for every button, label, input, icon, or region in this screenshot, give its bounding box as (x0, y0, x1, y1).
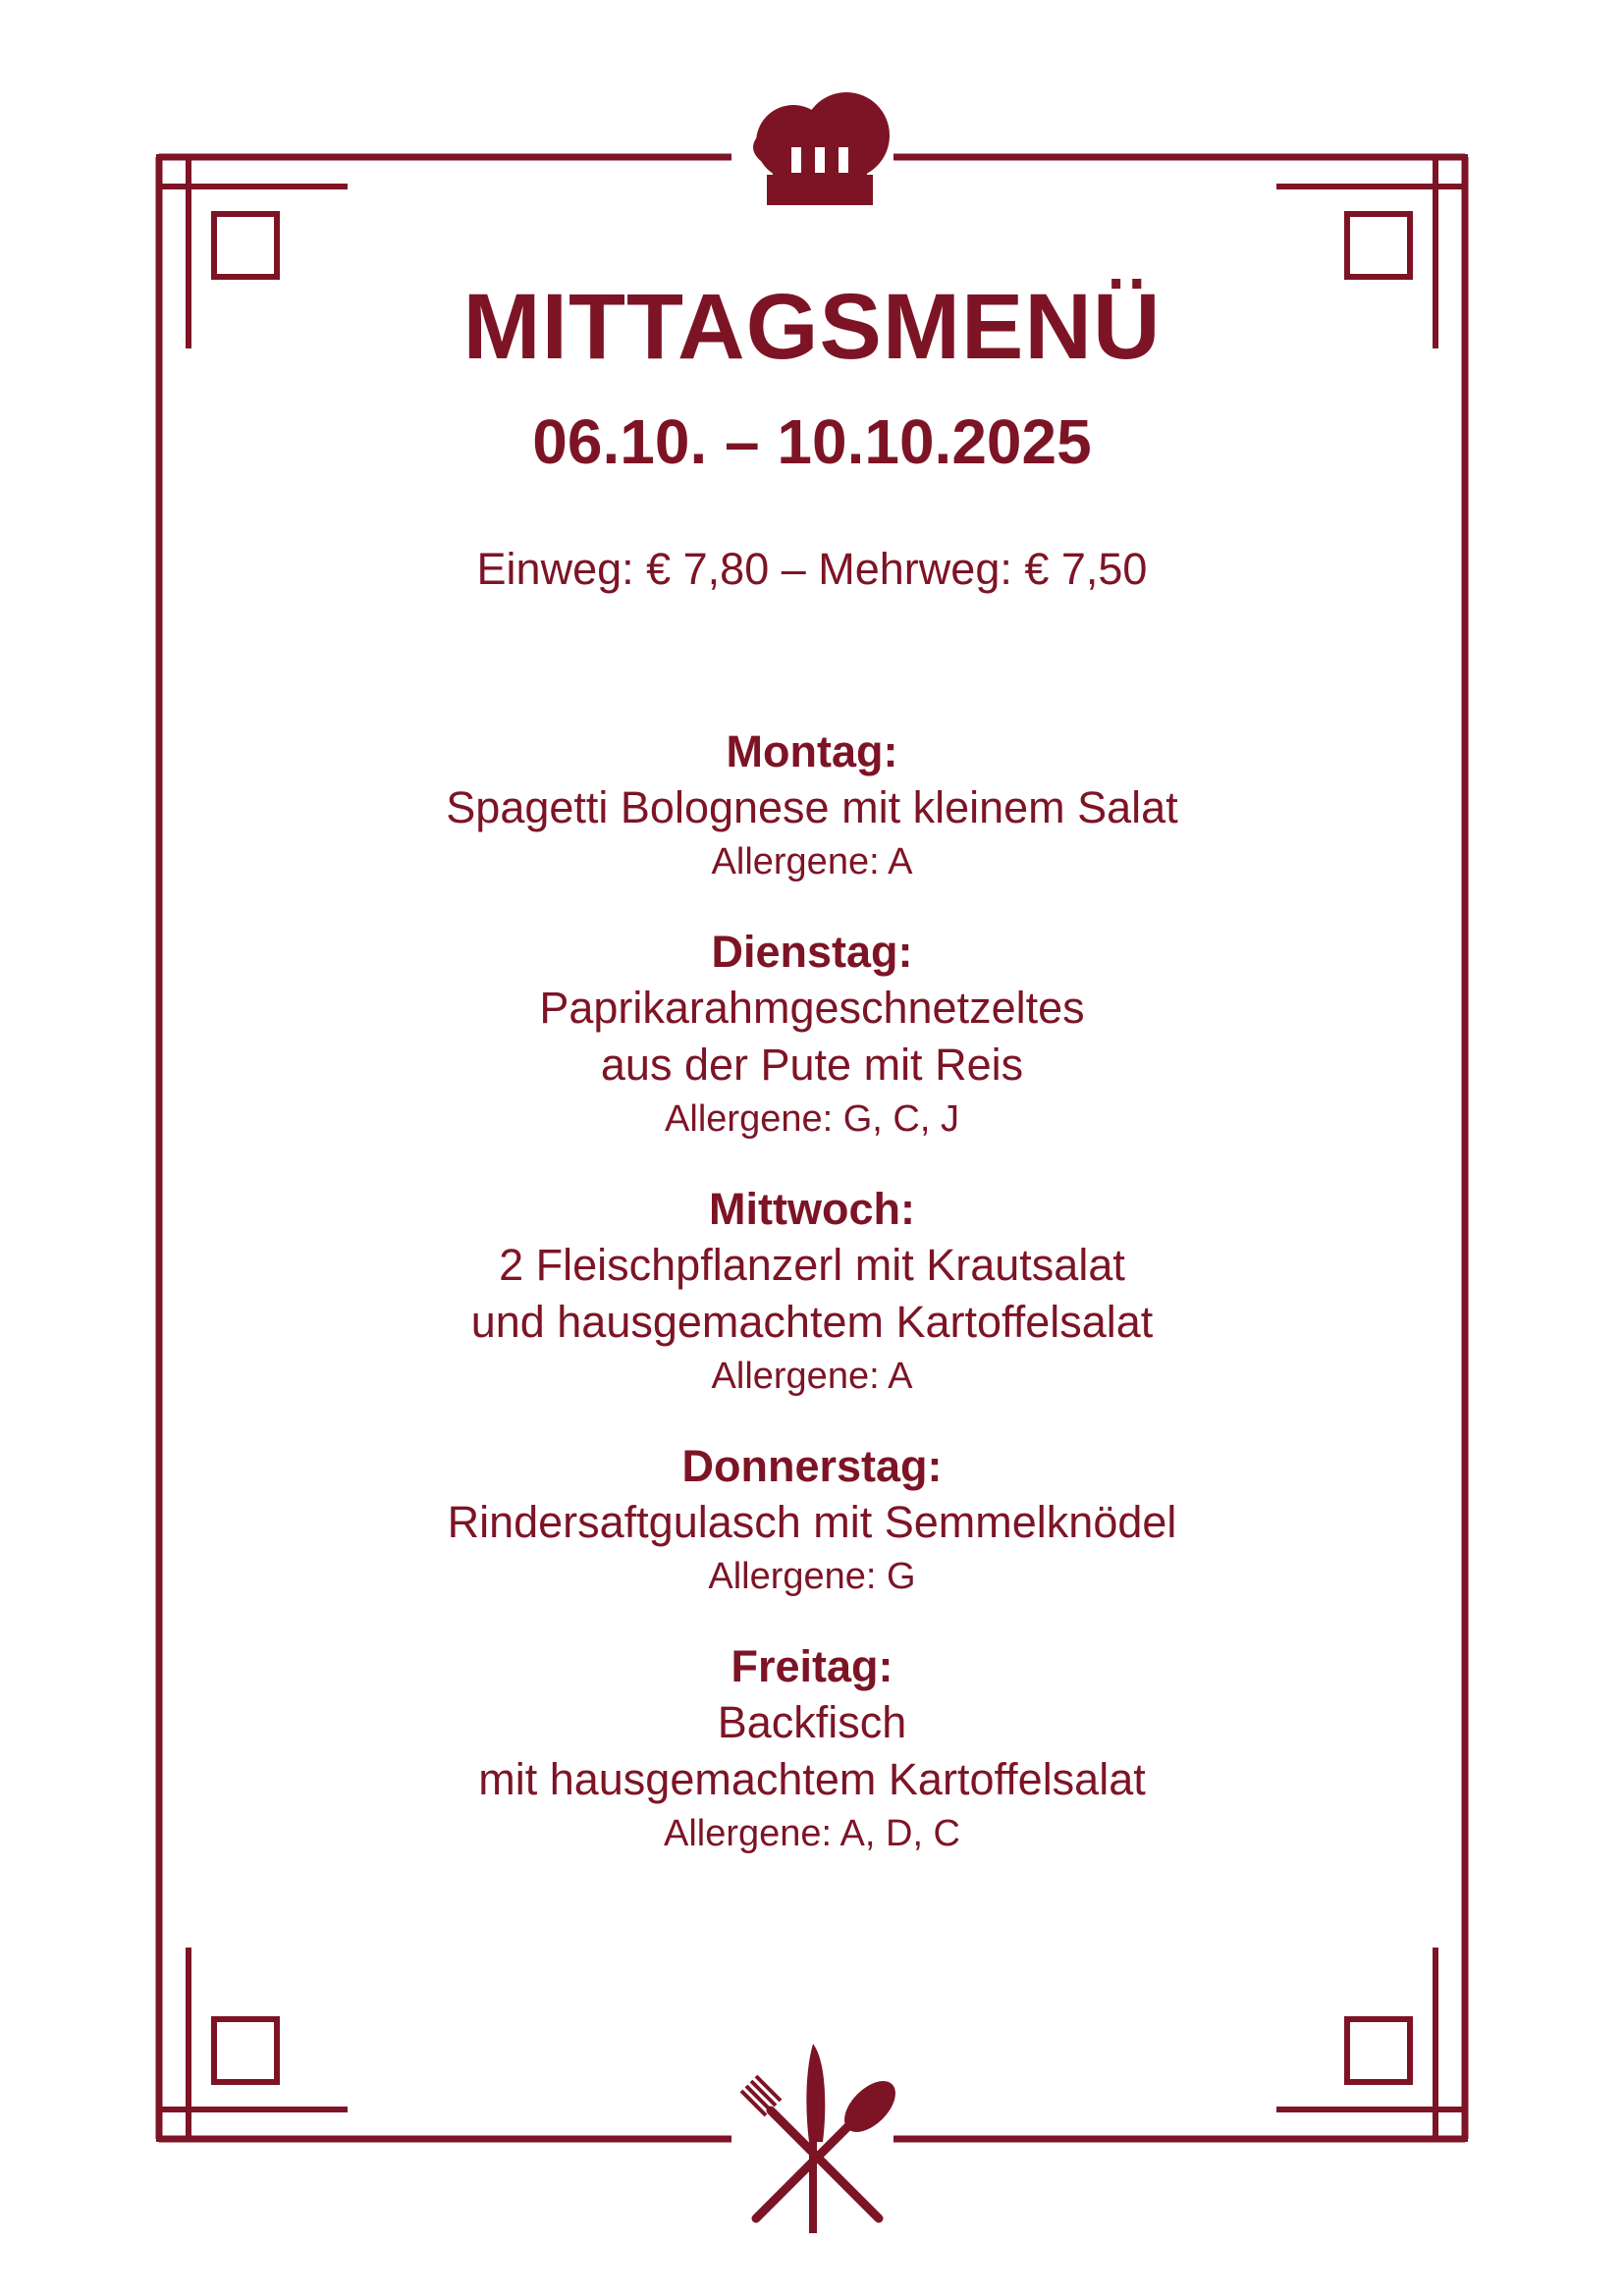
day-thursday (0, 1439, 1624, 1602)
dish-line: Backfisch (717, 1697, 907, 1747)
day-friday (0, 1639, 1624, 1859)
corner-ornament-bottom-left (159, 1948, 348, 2139)
dish-line: 2 Fleischpflanzerl mit Krautsalat (499, 1240, 1125, 1290)
allergens: Allergene: A, D, C (663, 1813, 961, 1854)
corner-ornament-bottom-right (1276, 1948, 1465, 2139)
chef-hat-icon (753, 92, 890, 205)
day-name: Montag: (726, 726, 898, 776)
dish-line: Rindersaftgulasch mit Semmelknödel (447, 1497, 1177, 1547)
dish-line: mit hausgemachtem Kartoffelsalat (478, 1754, 1146, 1804)
allergens: Allergene: A (711, 1356, 913, 1397)
page-title: MITTAGSMENÜ (462, 275, 1162, 379)
dish-line: aus der Pute mit Reis (600, 1040, 1024, 1090)
day-name: Donnerstag: (681, 1441, 943, 1491)
dish-line: Spagetti Bolognese mit kleinem Salat (446, 782, 1178, 832)
day-list (0, 724, 1624, 1896)
day-wednesday (0, 1182, 1624, 1402)
dish-line: Paprikarahmgeschnetzeltes (539, 983, 1085, 1033)
allergens: Allergene: G (708, 1556, 916, 1597)
day-monday (0, 724, 1624, 887)
day-tuesday (0, 925, 1624, 1145)
day-name: Freitag: (731, 1641, 893, 1691)
date-range: 06.10. – 10.10.2025 (532, 406, 1092, 477)
allergens: Allergene: G, C, J (665, 1098, 959, 1140)
dish-line: und hausgemachtem Kartoffelsalat (470, 1297, 1154, 1347)
day-name: Dienstag: (711, 927, 913, 977)
cutlery-icon (741, 2044, 904, 2233)
price-info: Einweg: € 7,80 – Mehrweg: € 7,50 (476, 544, 1148, 594)
allergens: Allergene: A (711, 841, 913, 882)
day-name: Mittwoch: (709, 1184, 915, 1234)
